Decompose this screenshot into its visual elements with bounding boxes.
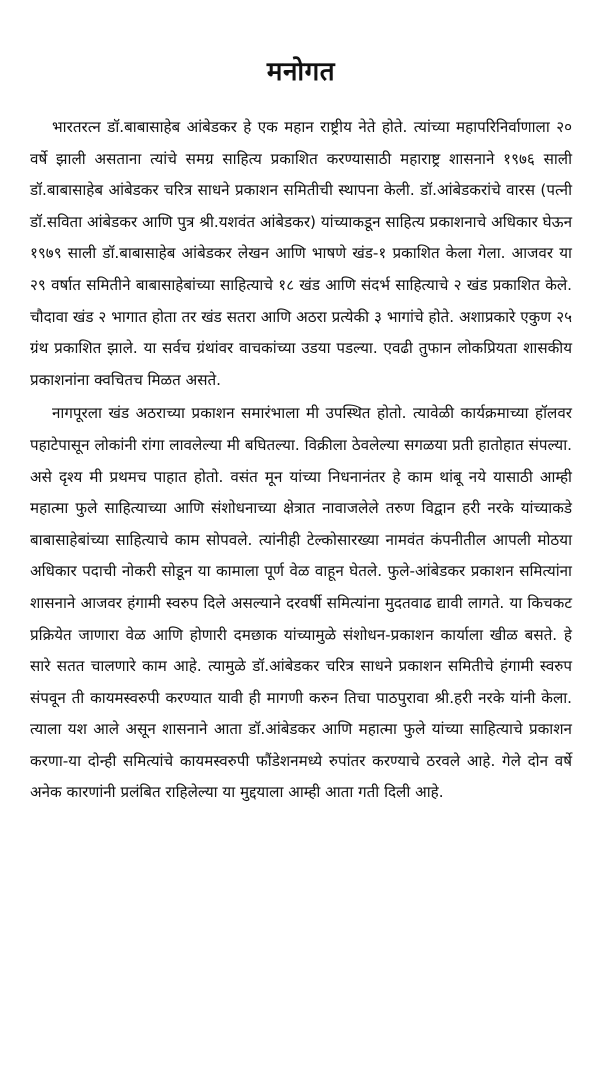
page-title: मनोगत bbox=[266, 57, 336, 87]
paragraph: नागपूरला खंड अठराच्या प्रकाशन समारंभाला मी उपस्थित होतो. त्यावेळी कार्यक्रमाच्या हॉलवर पहाटेपासून लोकांनी रांगा लावलेल्या मी बघितल्या. विक्रीला ठेवलेल्या सगळया प्रती हातोहात संपल्या. असे दृश्य मी प्रथमच पाहात होतो. वसंत मून यांच्या निधनानंतर हे काम थांबू नये यासाठी आम्ही महात्मा फुले साहित्याच्या आणि संशोधनाच्या क्षेत्रात नावाजलेले तरुण विद्वान हरी नरके यांच्याकडे बाबासाहेबांच्या साहित्याचे काम सोपवले. त्यांनीही टेल्कोसारख्या नामवंत कंपनीतील आपली मोठया अधिकार पदाची नोकरी सोडून या कामाला पूर्ण वेळ वाहून घेतले. फुले-आंबेडकर प्रकाशन समित्यांना शासनाने आजवर हंगामी स्वरुप दिले असल्याने दरवर्षी समित्यांना मुदतवाढ द्यावी लागते. या किचकट प्रक्रियेत जाणारा वेळ आणि होणारी दमछाक यांच्यामुळे संशोधन-प्रकाशन कार्याला खीळ बसते. हे सारे सतत चालणारे काम आहे. त्यामुळे डॉ.आंबेडकर चरित्र साधने प्रकाशन समितीचे हंगामी स्वरुप संपवून ती कायमस्वरुपी करण्यात यावी ही मागणी करुन तिचा पाठपुरावा श्री.हरी नरके यांनी केला. त्याला यश आले असून शासनाने आता डॉ.आंबेडकर आणि महात्मा फुले यांच्या साहित्याचे प्रकाशन करणा-या दोन्ही समित्यांचे कायमस्वरुपी फौंडेशनमध्ये रुपांतर करण्याचे ठरवले आहे. गेले दोन वर्षे अनेक कारणांनी प्रलंबित राहिलेल्या या मुद्दयाला आम्ही आता गती दिली आहे. bbox=[30, 404, 572, 802]
paragraph: भारतरत्न डॉ.बाबासाहेब आंबेडकर हे एक महान राष्ट्रीय नेते होते. त्यांच्या महापरिनिर्वाणाला २० वर्षे झाली असताना त्यांचे समग्र साहित्य प्रकाशित करण्यासाठी महाराष्ट्र शासनाने १९७६ साली डॉ.बाबासाहेब आंबेडकर चरित्र साधने प्रकाशन समितीची स्थापना केली. डॉ.आंबेडकरांचे वारस (पत्नी डॉ.सविता आंबेडकर आणि पुत्र श्री.यशवंत आंबेडकर) यांच्याकडून साहित्य प्रकाशनाचे अधिकार घेऊन १९७९ साली डॉ.बाबासाहेब आंबेडकर लेखन आणि भाषणे खंड-१ प्रकाशित केला गेला. आजवर या २९ वर्षात समितीने बाबासाहेबांच्या साहित्याचे १८ खंड आणि संदर्भ साहित्याचे २ खंड प्रकाशित केले. चौदावा खंड २ भागात होता तर खंड सतरा आणि अठरा प्रत्येकी ३ भागांचे होते. अशाप्रकारे एकुण २५ ग्रंथ प्रकाशित झाले. या सर्वच ग्रंथांवर वाचकांच्या उडया पडल्या. एवढी तुफान लोकप्रियता शासकीय प्रकाशनांना क्वचितच मिळत असते. bbox=[30, 118, 572, 389]
